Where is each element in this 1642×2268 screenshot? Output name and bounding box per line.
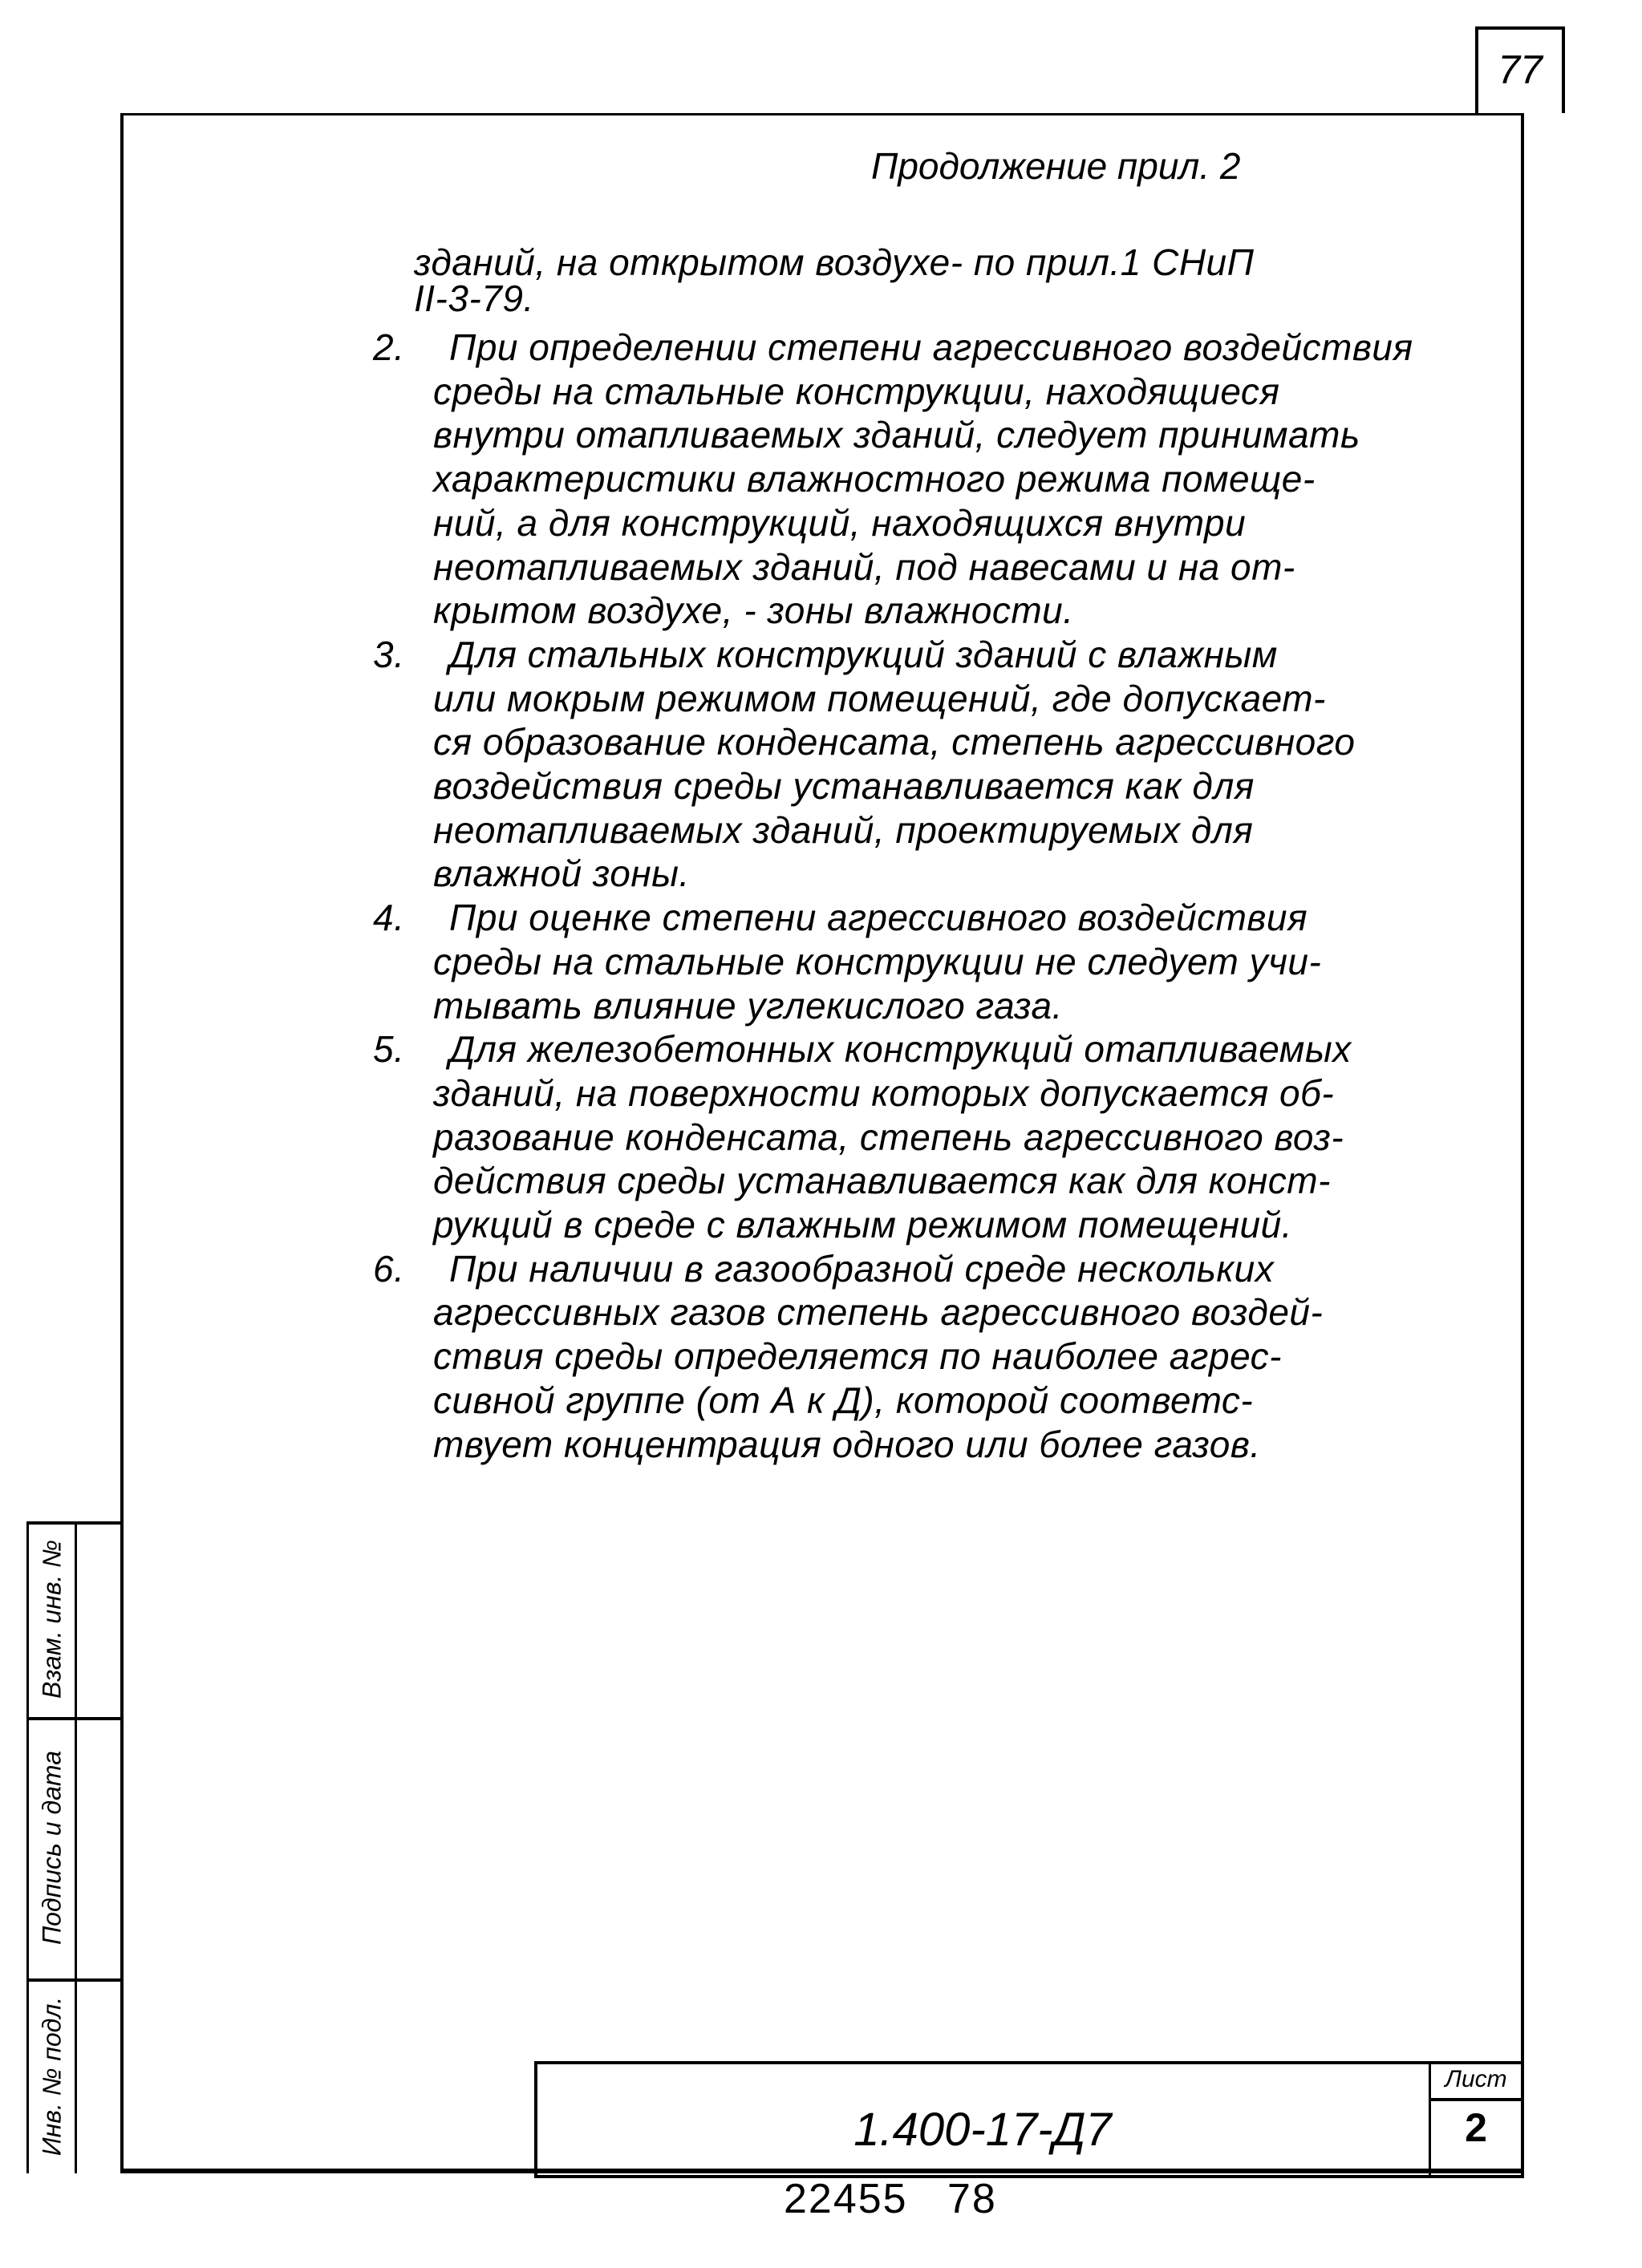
item-text-line: рукций в среде с влажным режимом помещений. bbox=[433, 1204, 1292, 1245]
document-code: 1.400-17-Д7 bbox=[853, 2104, 1112, 2156]
inv-original-label: Инв. № подл. bbox=[37, 1996, 66, 2156]
side-stamp-strip bbox=[26, 1521, 120, 2173]
item-text-line: тывать влияние углекислого газа. bbox=[433, 984, 1063, 1027]
page-number: 77 bbox=[1475, 26, 1565, 113]
item-number: 5. bbox=[373, 1028, 405, 1071]
item-text-line: действия среды устанавливается как для конст- bbox=[433, 1160, 1331, 1202]
title-block bbox=[534, 2061, 1524, 2178]
heading: Продолжение прил. 2 bbox=[871, 145, 1241, 187]
item-number: 2. bbox=[373, 326, 405, 368]
item-text-line: Для железобетонных конструкций отапливаемых bbox=[449, 1028, 1352, 1071]
intro-line: зданий, на открытом воздухе- по прил.1 СНиП bbox=[414, 241, 1255, 283]
item-number: 4. bbox=[373, 897, 405, 939]
item-text-line: или мокрым режимом помещений, где допускает- bbox=[433, 677, 1326, 719]
item-text-line: ствия среды определяется по наиболее агрес- bbox=[433, 1335, 1282, 1378]
item-number: 6. bbox=[373, 1247, 405, 1290]
sheet-label: Лист bbox=[1431, 2066, 1521, 2101]
sheet-number: 2 bbox=[1465, 2105, 1487, 2150]
intro-line: II-3-79. bbox=[414, 277, 534, 319]
item-text-line: ний, а для конструкций, находящихся внутри bbox=[433, 501, 1247, 544]
item-text-line: твует концентрация одного или более газов. bbox=[433, 1423, 1261, 1465]
item-text-line: среды на стальные конструкции не следует учи- bbox=[433, 940, 1322, 982]
item-text-line: воздействия среды устанавливается как для bbox=[433, 765, 1255, 807]
item-text-line: зданий, на поверхности которых допускается об- bbox=[433, 1071, 1335, 1114]
signature-date-label: Подпись и дата bbox=[37, 1750, 66, 1946]
item-text-line: неотапливаемых зданий, под навесами и на от- bbox=[433, 545, 1295, 588]
item-text-line: Для стальных конструкций зданий с влажным bbox=[449, 633, 1278, 675]
item-text-line: неотапливаемых зданий, проектируемых для bbox=[433, 808, 1254, 851]
item-text-line: характеристики влажностного режима помеще- bbox=[433, 458, 1316, 500]
item-text-line: ся образование конденсата, степень агрессивного bbox=[433, 721, 1356, 763]
replace-inv-label: Взам. инв. № bbox=[37, 1540, 66, 1699]
item-text-line: При определении степени агрессивного воздействия bbox=[449, 326, 1413, 368]
item-text-line: среды на стальные конструкции, находящиеся bbox=[433, 370, 1280, 412]
item-text-line: При оценке степени агрессивного воздействия bbox=[449, 897, 1308, 939]
item-text-line: сивной группе (от А к Д), которой соответс- bbox=[433, 1379, 1254, 1421]
item-text-line: При наличии в газообразной среде нескольких bbox=[449, 1247, 1275, 1290]
item-text-line: влажной зоны. bbox=[433, 853, 690, 895]
sheet-cell bbox=[1429, 2064, 1521, 2175]
item-text-line: агрессивных газов степень агрессивного воздей- bbox=[433, 1291, 1324, 1334]
item-text-line: внутри отапливаемых зданий, следует принимать bbox=[433, 414, 1360, 456]
footer-numbers: 22455 78 bbox=[784, 2176, 997, 2222]
item-number: 3. bbox=[373, 633, 405, 675]
item-text-line: крытом воздухе, - зоны влажности. bbox=[433, 589, 1074, 632]
item-text-line: разование конденсата, степень агрессивного воз- bbox=[433, 1116, 1344, 1158]
